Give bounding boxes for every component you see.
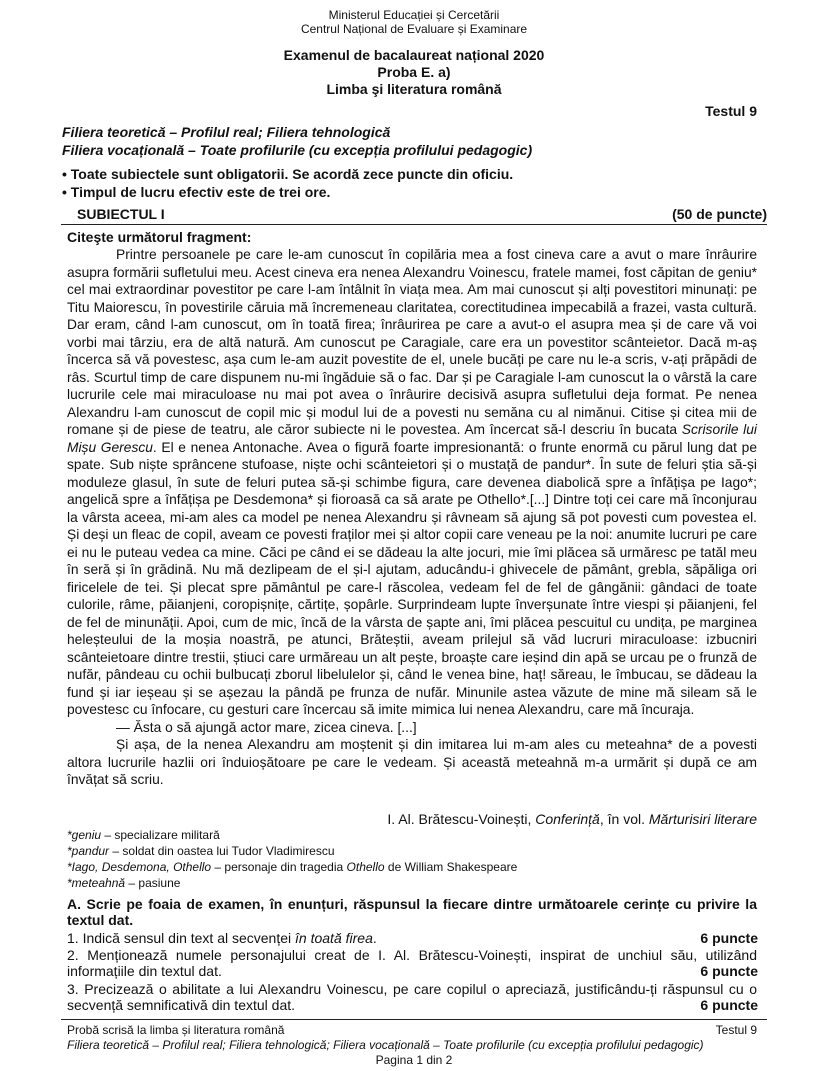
section-title: SUBIECTUL I (77, 206, 165, 222)
section-points: (50 de puncte) (672, 206, 767, 222)
subject-title: Limba şi literatura română (326, 81, 502, 97)
footnote: *pandur – soldat din oastea lui Tudor Vladimirescu (67, 844, 335, 858)
ministry-name: Ministerul Educației și Cercetării (328, 8, 500, 22)
bullet-icon: • (62, 166, 71, 182)
profile-line-2: Filiera vocațională – Toate profilurile (cu excepția profilului pedagogic) (62, 142, 533, 158)
exam-title: Examenul de bacalaureat național 2020 (283, 47, 545, 63)
question-2-points: 6 puncte (700, 963, 758, 979)
section-divider (61, 224, 767, 225)
footnote: *geniu – specializare militară (67, 828, 220, 842)
footer-test: Testul 9 (715, 1023, 757, 1037)
profile-line-1: Filiera teoretică – Profilul real; Filiera tehnologică (62, 124, 391, 140)
passage-dialogue: — Ăsta o să ajungă actor mare, zicea cineva. [...] (116, 719, 417, 735)
bullet-icon: • (62, 184, 71, 200)
question-3-points: 6 puncte (700, 997, 758, 1013)
center-name: Centrul Național de Evaluare și Examinare (300, 22, 528, 36)
work-title: Scrisorile lui Mișu Gerescu (67, 422, 757, 455)
instruction: Citeşte următorul fragment: (67, 229, 252, 245)
rule-item: • Timpul de lucru efectiv este de trei ore. (62, 184, 331, 200)
page-number: Pagina 1 din 2 (375, 1053, 453, 1067)
footnote: *Iago, Desdemona, Othello – personaje din tragedia Othello de William Shakespeare (67, 860, 518, 874)
question-2: 2. Menționează numele personajului creat de I. Al. Brătescu-Voinești, inspirat de unchiul său, utilizând informațiile din textul dat. (67, 947, 757, 979)
footnote: *meteahnă – pasiune (67, 876, 181, 890)
rule-item: • Toate subiectele sunt obligatorii. Se acordă zece puncte din oficiu. (62, 166, 514, 182)
footer-profile: Filiera teoretică – Profilul real; Filiera tehnologică; Filiera vocațională – Toate profilurile (cu excepția profilului pedagogic) (67, 1038, 704, 1052)
passage-paragraph: Printre persoanele pe care le-am cunoscut în copilăria mea a fost cineva care a avut o mare înrâurire asupra formării sufletului meu. Acest cineva era nenea Alexandru Voinescu, fratele mamei, fost căpitan de geniu* cel mai extraordinar povestitor pe care l-am întâlnit în viața mea. Am mai cunoscut și alți povestitori minunați: pe Titu Maiorescu, în povestirile căruia mă încremeneau claritatea, corectitudinea impecabilă a frazei, vasta cultură. Dar eram, când l-am cunoscut, om în toată firea; înrâurirea pe care a avut-o el asupra mea și de care vă voi vorbi mai târziu, era de altă natură. Am cunoscut pe Caragiale, care era un povestitor scânteietor. Dacă m-aș încerca să vă povestesc, așa cum le-am auzit povestite de el, unele bucăți pe care nu le-a scris, v-ați prăpădi de râs. Scurtul timp de care dispunem nu-mi îngăduie să o fac. Dar și pe Caragiale l-am cunoscut la o vârstă la care lucrurile cele mai miraculoase nu mai pot avea o înrâurire decisivă asupra sufletului deja format. Pe nenea Alexandru l-am cunoscut de copil mic și modul lui de a povesti nu semăna cu al nimănui. Citise și citea mii de romane și de piese de teatru, ale căror subiecte ni le povestea. Am încercat să-l descriu în bucata Scrisorile lui Mișu Gerescu. El e nenea Antonache. Avea o figură foarte impresionantă: o frunte enormă cu părul lung dat pe spate. Sub niște sprâncene stufoase, niște ochi scânteietori și o mustață de pandur*. În sute de feluri știa să-și moduleze glasul, în sute de feluri putea să-și schimbe figura, care devenea diabolică spre a înfățișa pe Iago*; angelică spre a înfățișa pe Desdemona* și fioroasă ca să arate pe Othello*.[...] Dintre toți cei care mă înconjurau la vârsta aceea, mi-am ales ca model pe nenea Alexandru și râvneam să ajung să pot povesti cum povestea el. Și deși un fleac de copil, aveam ce povesti fraților mei și altor copii care veneau pe la noi: anumite lucruri pe care ei nu le puteau vedea ca mine. Căci pe când ei se dădeau la alte jocuri, mie îmi plăcea să urmăresc pe tatăl meu în seră și în grădină. Nu mă dezlipeam de el și-l ajutam, aducându-i ghivecele de pământ, grebla, săpăliga ori firicelele de tei. Și plecat spre pământul pe care-l răscolea, vedeam fel de fel de gângănii: gândaci de toate culorile, râme, păianjeni, coropișnițe, cărtițe, șopârle. Surprindeam lupte înverșunate între viespi și păianjeni, fel de fel de minunății. Apoi, cum de mic, încă de la vârsta de șapte ani, îmi plăcea pescuitul cu undița, pe marginea heleșteului de la moșia noastră, pe atunci, Brăteștii, aveam prilejul să văd lucruri miraculoase: izbucniri scânteietoare dintre trestii, știuci care urmăreau un alt pește, broaște care ieșind din apă se urcau pe o frunză de nufăr, pândeau cu ochii bulbucați zborul libelulelor și, când le venea bine, haț! săreau, le îmbucau, se dădeau la fund și iar ieșeau și se așezau la pândă pe frunza de nufăr. Minunile astea văzute de mine mă sileam să le povestesc cu înfocare, cu gesturi care încercau să imite mimica lui nenea Alexandru, care mă încuraja. (67, 247, 758, 717)
passage (67, 246, 757, 789)
part-a-heading: A. Scrie pe foaia de examen, în enunțuri, răspunsul la fiecare dintre următoarele cerințe cu privire la textul dat. (67, 896, 757, 928)
proba-title: Proba E. a) (377, 64, 451, 80)
question-1: 1. Indică sensul din text al secvenței în toată firea. (67, 930, 377, 946)
passage-paragraph: Și așa, de la nenea Alexandru am moștenit și din imitarea lui m-am ales cu meteahna* de a povesti altora lucrurile hazlii ori înduioșătoare pe care le vedeam. Și această meteahnă m-a urmărit și după ce am învățat să scriu. (67, 737, 757, 787)
question-3: 3. Precizează o abilitate a lui Alexandru Voinescu, pe care copilul o apreciază, justificându-ți răspunsul cu o secvență semnificativă din textul dat. (67, 981, 757, 1013)
footer-divider (61, 1019, 767, 1020)
test-number: Testul 9 (705, 103, 757, 119)
question-1-points: 6 puncte (700, 930, 758, 946)
source-citation: I. Al. Brătescu-Voinești, Conferință, în vol. Mărturisiri literare (387, 811, 757, 827)
footer-subject: Probă scrisă la limba și literatura română (67, 1023, 285, 1037)
